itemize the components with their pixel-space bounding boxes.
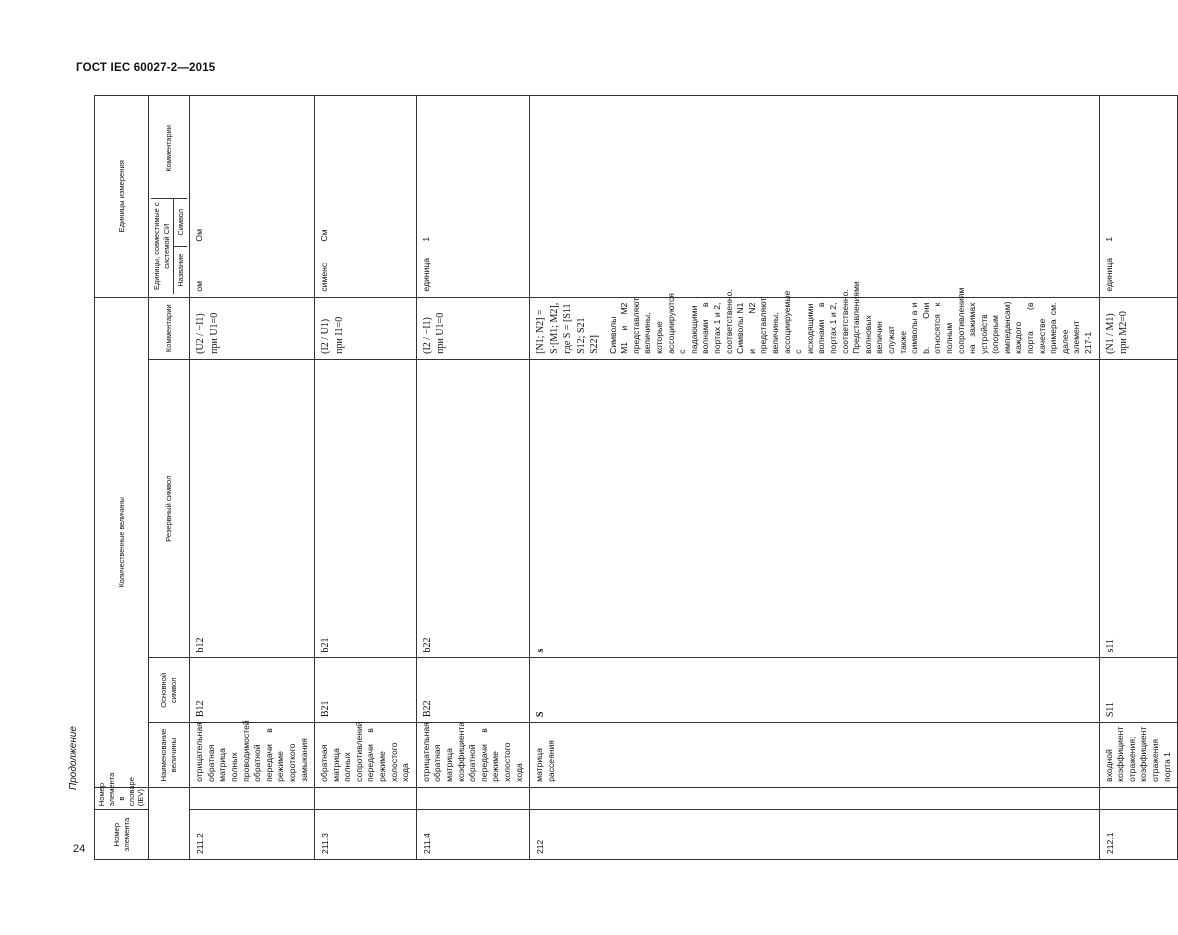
quantity-name: отрицательная обратная матрица коэффициента обратной передачи в режиме холостого хода [416, 723, 529, 788]
header-reserve-symbol: Резервный символ [149, 359, 190, 658]
quantity-name: отрицательная обратная матрица полных проводимостей обратной передачи в режиме короткого замыкания [190, 723, 315, 788]
quantity-name: входной коэффициент отражения; коэффициент отражения порта 1 [1099, 723, 1178, 788]
table-row [1099, 96, 1178, 860]
iev-number [416, 787, 529, 809]
quantity-name: обратная матрица полных сопротивлений передачи в режиме холостого хода [315, 723, 417, 788]
unit-name: сименс [319, 262, 330, 292]
unit-name: ом [194, 280, 205, 292]
header-element-number: Номер элемента [95, 810, 149, 860]
iev-number [190, 787, 315, 809]
table-row [530, 96, 1099, 860]
reserve-symbol: s [530, 359, 1099, 658]
page-number: 24 [73, 843, 86, 855]
quantity-name: матрица рассеяния [530, 723, 1099, 788]
header-main-symbol: Основной символ [149, 658, 190, 723]
quantity-comment: (N1 / M1) при M2=0 [1099, 297, 1178, 359]
unit-name: единица [420, 257, 431, 292]
iev-number [530, 787, 1099, 809]
reserve-symbol: s11 [1099, 359, 1178, 658]
iev-number [315, 787, 417, 809]
main-symbol: B12 [190, 658, 315, 723]
header-unit-name: Название [174, 246, 188, 294]
quantity-comment: (I2 / U1) при I1=0 [315, 297, 417, 359]
unit-symbol: Ом [194, 229, 205, 242]
main-symbol: B22 [416, 658, 529, 723]
header-si-units: Единицы, совместимые с системой СИ [151, 199, 173, 294]
quantity-comment: (U2 / −I1) при U1=0 [190, 297, 315, 359]
reserve-symbol: b21 [315, 359, 417, 658]
header-quantity-group: Количественные величины [116, 497, 126, 588]
unit-name: единица [1103, 257, 1114, 292]
header-name: Наименование величины [149, 723, 190, 788]
element-number: 212.1 [1099, 810, 1178, 860]
element-number: 212 [530, 810, 1099, 860]
iev-number [1099, 787, 1178, 809]
continuation-label: Продолжение [68, 726, 79, 790]
main-symbol: S11 [1099, 658, 1178, 723]
reserve-symbol: b12 [190, 359, 315, 658]
rotated-table-container [94, 95, 1172, 860]
document-header: ГОСТ IEC 60027-2—2015 [76, 62, 216, 74]
element-number: 211.3 [315, 810, 417, 860]
main-symbol: S [530, 658, 1099, 723]
table-row [315, 96, 417, 860]
reserve-symbol: b22 [416, 359, 529, 658]
main-symbol: B21 [315, 658, 417, 723]
unit-symbol: 1 [420, 236, 431, 242]
unit-symbol: См [319, 229, 330, 242]
quantity-comment: (I2 / −I1) при U1=0 [416, 297, 529, 359]
quantity-comment: Символы M1 и M2 представляют величины, которые ассоциируются с падающими волнами в портах 1 и 2, соответственно. Символы N1 и N2 представляют величины, ассоциируемые с исходящими волнами в портах 1 и 2, соответственно. Представлениями волновых величин служат также символы a и b. Они относятся к полным сопротивлениям на зажимах устройств (опорным импедансам) каждого порта (в качестве примера см. далее элемент 217-1 [607, 281, 1094, 354]
element-number: 211.2 [190, 810, 315, 860]
header-units-group: Единицы измерения [116, 160, 126, 233]
header-iev-number: Номер элемента в словаре (IEV) [95, 787, 149, 809]
unit-symbol: 1 [1103, 236, 1114, 242]
header-unit-symbol: Символ [175, 208, 185, 236]
header-comments: Комментарии [149, 297, 190, 359]
table-row [416, 96, 529, 860]
element-number: 211.4 [416, 810, 529, 860]
table-row [190, 96, 315, 860]
header-unit-comments: Комментарии [164, 125, 174, 172]
quantities-table [94, 95, 1178, 860]
scattering-formula: [N1; N2] = S·[M1; M2], где S = [S11 S12; S21 S22] [535, 302, 601, 354]
